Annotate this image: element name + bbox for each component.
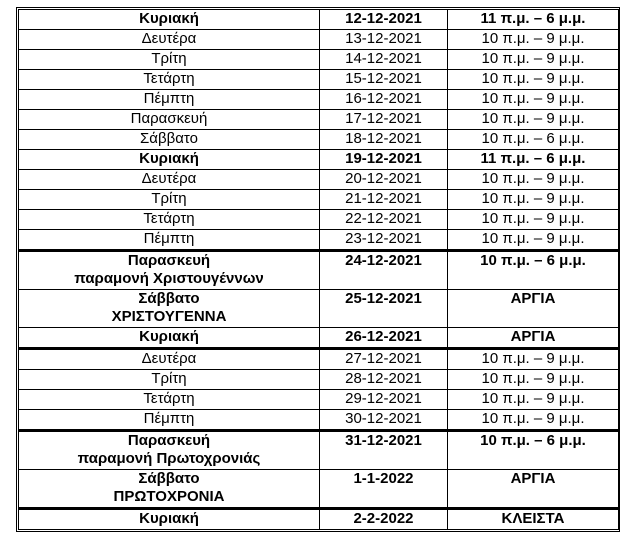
day-cell: Τετάρτη	[19, 390, 320, 410]
table-row	[19, 170, 619, 190]
table-row	[19, 470, 619, 509]
table-row	[19, 30, 619, 50]
date-cell: 26-12-2021	[320, 328, 448, 349]
day-cell: Δευτέρα	[19, 349, 320, 370]
day-note: παραμονή Πρωτοχρονιάς	[77, 450, 261, 467]
hours-cell: 10 π.μ. – 9 μ.μ.	[448, 370, 619, 390]
table-row	[19, 110, 619, 130]
hours-cell: 10 π.μ. – 9 μ.μ.	[448, 190, 619, 210]
hours-cell: 10 π.μ. – 9 μ.μ.	[448, 50, 619, 70]
date-cell: 2-2-2022	[320, 509, 448, 530]
day-cell: Κυριακή	[19, 328, 320, 349]
date-cell: 28-12-2021	[320, 370, 448, 390]
hours-cell: 10 π.μ. – 6 μ.μ.	[448, 130, 619, 150]
day-label: Σάββατο	[138, 470, 200, 487]
hours-cell: 10 π.μ. – 9 μ.μ.	[448, 230, 619, 251]
day-cell: Τετάρτη	[19, 70, 320, 90]
day-note: ΠΡΩΤΟΧΡΟΝΙΑ	[113, 488, 225, 505]
hours-cell: ΑΡΓΙΑ	[448, 328, 619, 349]
hours-cell: 10 π.μ. – 9 μ.μ.	[448, 110, 619, 130]
table-row	[19, 90, 619, 110]
day-cell: Τρίτη	[19, 190, 320, 210]
hours-cell: 10 π.μ. – 9 μ.μ.	[448, 349, 619, 370]
date-cell: 24-12-2021	[320, 251, 448, 290]
day-cell	[19, 290, 320, 328]
table-row	[19, 130, 619, 150]
table-row	[19, 10, 619, 30]
hours-cell: 11 π.μ. – 6 μ.μ.	[448, 10, 619, 30]
date-cell: 27-12-2021	[320, 349, 448, 370]
date-cell: 21-12-2021	[320, 190, 448, 210]
hours-cell: 10 π.μ. – 9 μ.μ.	[448, 30, 619, 50]
date-cell: 1-1-2022	[320, 470, 448, 509]
table-row	[19, 349, 619, 370]
day-cell: Τρίτη	[19, 50, 320, 70]
day-cell: Δευτέρα	[19, 30, 320, 50]
day-cell: Τετάρτη	[19, 210, 320, 230]
date-cell: 16-12-2021	[320, 90, 448, 110]
day-note: ΧΡΙΣΤΟΥΓΕΝΝΑ	[111, 308, 227, 325]
table-row	[19, 509, 619, 530]
date-cell: 30-12-2021	[320, 410, 448, 431]
date-cell: 31-12-2021	[320, 431, 448, 470]
hours-cell: 10 π.μ. – 6 μ.μ.	[448, 251, 619, 290]
table-row	[19, 251, 619, 290]
day-cell: Πέμπτη	[19, 230, 320, 251]
day-cell: Πέμπτη	[19, 90, 320, 110]
table-row	[19, 50, 619, 70]
day-cell: Τρίτη	[19, 370, 320, 390]
table-row	[19, 190, 619, 210]
table-row	[19, 230, 619, 251]
day-cell: Δευτέρα	[19, 170, 320, 190]
date-cell: 20-12-2021	[320, 170, 448, 190]
date-cell: 25-12-2021	[320, 290, 448, 328]
day-cell: Κυριακή	[19, 509, 320, 530]
table-row	[19, 370, 619, 390]
day-cell	[19, 470, 320, 509]
hours-cell: ΚΛΕΙΣΤΑ	[448, 509, 619, 530]
table-row	[19, 70, 619, 90]
date-cell: 18-12-2021	[320, 130, 448, 150]
date-cell: 15-12-2021	[320, 70, 448, 90]
hours-cell: 10 π.μ. – 9 μ.μ.	[448, 170, 619, 190]
table-row	[19, 431, 619, 470]
hours-cell: ΑΡΓΙΑ	[448, 470, 619, 509]
table-row	[19, 210, 619, 230]
table-row	[19, 390, 619, 410]
day-cell: Πέμπτη	[19, 410, 320, 431]
date-cell: 23-12-2021	[320, 230, 448, 251]
hours-cell: 11 π.μ. – 6 μ.μ.	[448, 150, 619, 170]
date-cell: 29-12-2021	[320, 390, 448, 410]
hours-cell: 10 π.μ. – 9 μ.μ.	[448, 410, 619, 431]
date-cell: 12-12-2021	[320, 10, 448, 30]
day-cell: Κυριακή	[19, 150, 320, 170]
hours-cell: 10 π.μ. – 9 μ.μ.	[448, 210, 619, 230]
day-cell: Κυριακή	[19, 10, 320, 30]
table-row	[19, 410, 619, 431]
hours-cell: ΑΡΓΙΑ	[448, 290, 619, 328]
date-cell: 22-12-2021	[320, 210, 448, 230]
table-row	[19, 290, 619, 328]
day-label: Σάββατο	[138, 290, 200, 307]
day-cell: Σάββατο	[19, 130, 320, 150]
hours-cell: 10 π.μ. – 9 μ.μ.	[448, 70, 619, 90]
day-cell: Παρασκευή	[19, 110, 320, 130]
date-cell: 14-12-2021	[320, 50, 448, 70]
table-row	[19, 150, 619, 170]
day-cell	[19, 431, 320, 470]
opening-hours-table	[18, 9, 619, 530]
date-cell: 13-12-2021	[320, 30, 448, 50]
hours-cell: 10 π.μ. – 6 μ.μ.	[448, 431, 619, 470]
day-note: παραμονή Χριστουγέννων	[74, 270, 264, 287]
day-label: Παρασκευή	[127, 432, 211, 449]
hours-cell: 10 π.μ. – 9 μ.μ.	[448, 390, 619, 410]
date-cell: 17-12-2021	[320, 110, 448, 130]
schedule-frame	[16, 7, 620, 532]
date-cell: 19-12-2021	[320, 150, 448, 170]
hours-cell: 10 π.μ. – 9 μ.μ.	[448, 90, 619, 110]
table-row	[19, 328, 619, 349]
day-cell	[19, 251, 320, 290]
day-label: Παρασκευή	[127, 252, 211, 269]
